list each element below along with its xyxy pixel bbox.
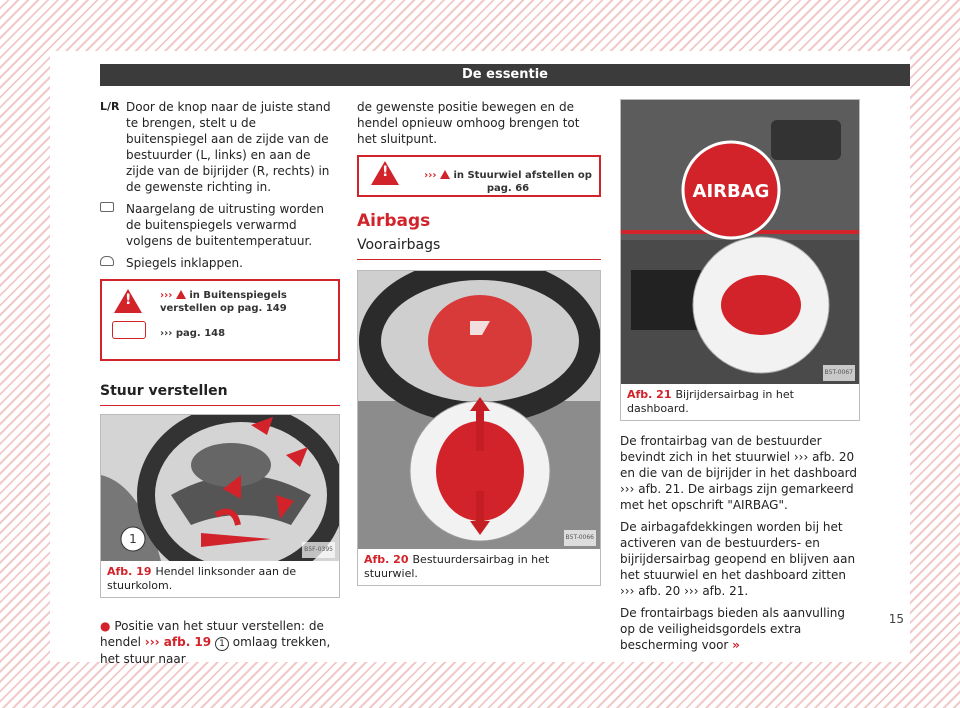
airbag-label: AIRBAG [692, 181, 770, 202]
lr-label: L/R [100, 100, 120, 113]
column-middle [357, 99, 601, 586]
mirror-heat-row [100, 201, 340, 249]
warning-mini-icon [176, 290, 186, 299]
section-header: De essentie [100, 64, 910, 86]
lr-text: Door de knop naar de juiste stand te brengen, stelt u de buitenspiegel aan de zijde van de bestuurder (L, links) en aan de zijde van de bijrijder (R, rechts) in de gewenste richting in. [126, 100, 331, 194]
figure-label: Afb. 21 [627, 388, 672, 401]
figure-20 [357, 270, 601, 586]
figure-label: Afb. 19 [107, 565, 152, 578]
continuation-text: de gewenste positie bewegen en de hendel opnieuw omhoog brengen tot het sluitpunt. [357, 100, 580, 146]
figure-label: Afb. 20 [364, 553, 409, 566]
mirror-fold-row [100, 255, 340, 271]
bullet-icon: ● [100, 619, 111, 633]
column-left [100, 99, 340, 673]
warning-arrow: ››› [160, 290, 173, 301]
warning-box-2: ! ››› in Stuurwiel afstellen op pag. 66 [357, 155, 601, 197]
subheading-voorairbags: Voorairbags [357, 237, 601, 260]
steering-column-image [101, 415, 339, 561]
steering-airbag-image [358, 271, 600, 549]
bullet-paragraph: ● Positie van het stuur verstellen: de hendel ››› afb. 19 1 omlaag trekken, het stuur naar [100, 619, 331, 666]
fold-text: Spiegels inklappen. [126, 256, 243, 270]
callout-badge: 1 [215, 637, 229, 651]
mirror-fold-icon [100, 255, 126, 271]
section-heading-stuur: Stuur verstellen [100, 383, 340, 406]
figure-caption: Afb. 21 Bijrijdersairbag in het dashboard. [627, 388, 794, 415]
figure-21 [620, 99, 860, 421]
paragraph-2: De airbagafdekkingen worden bij het activeren van de bestuurders- en bijrijdersairbag geopend en blijven aan het stuurwiel en het dashboard zitten ››› afb. 20 ››› afb. 21. [620, 520, 856, 598]
book-icon [112, 321, 146, 339]
warning-icon [114, 289, 142, 317]
figure-code: B5F-0395 [302, 542, 335, 558]
warning-link-2[interactable]: in Stuurwiel afstellen op pag. 66 [453, 170, 592, 194]
paragraph-1: De frontairbag van de bestuurder bevindt zich in het stuurwiel ››› afb. 20 en die van de bijrijder in het dashboard ››› afb. 21. De airbags zijn gemarkeerd met het opschrift "AIRBAG". [620, 434, 858, 512]
warning-link[interactable]: in Buitenspiegels verstellen op pag. 149 [160, 290, 287, 314]
heat-text: Naargelang de uitrusting worden de buitenspiegels verwarmd volgens de buitentemperatuur. [126, 202, 324, 248]
figure-caption: Afb. 19 Hendel linksonder aan de stuurkolom. [107, 565, 297, 592]
bullet-ref-link[interactable]: ››› afb. 19 [144, 635, 212, 649]
figure-code: B5T-0066 [564, 530, 596, 546]
steering-column-illustration [101, 415, 339, 561]
page [50, 51, 910, 666]
mirror-heat-icon [100, 201, 126, 249]
warning-mini-icon [440, 170, 450, 179]
figure-code: B5T-0067 [823, 365, 855, 381]
heading-airbags: Airbags [357, 211, 431, 231]
continue-arrow: » [732, 638, 740, 652]
figure-callout: 1 [129, 532, 137, 546]
paragraph-3: De frontairbags bieden als aanvulling op de veiligheidsgordels extra bescherming voor » [620, 606, 846, 652]
book-link[interactable]: ››› pag. 148 [160, 328, 226, 339]
warning-box [100, 279, 340, 361]
column-right [620, 99, 860, 659]
passenger-airbag-image [621, 100, 859, 384]
mirror-lr-row [100, 99, 340, 195]
warning-icon [371, 161, 399, 189]
page-number: 15 [888, 612, 904, 626]
figure-19 [100, 414, 340, 598]
figure-caption: Afb. 20 Bestuurdersairbag in het stuurwiel. [364, 553, 550, 580]
